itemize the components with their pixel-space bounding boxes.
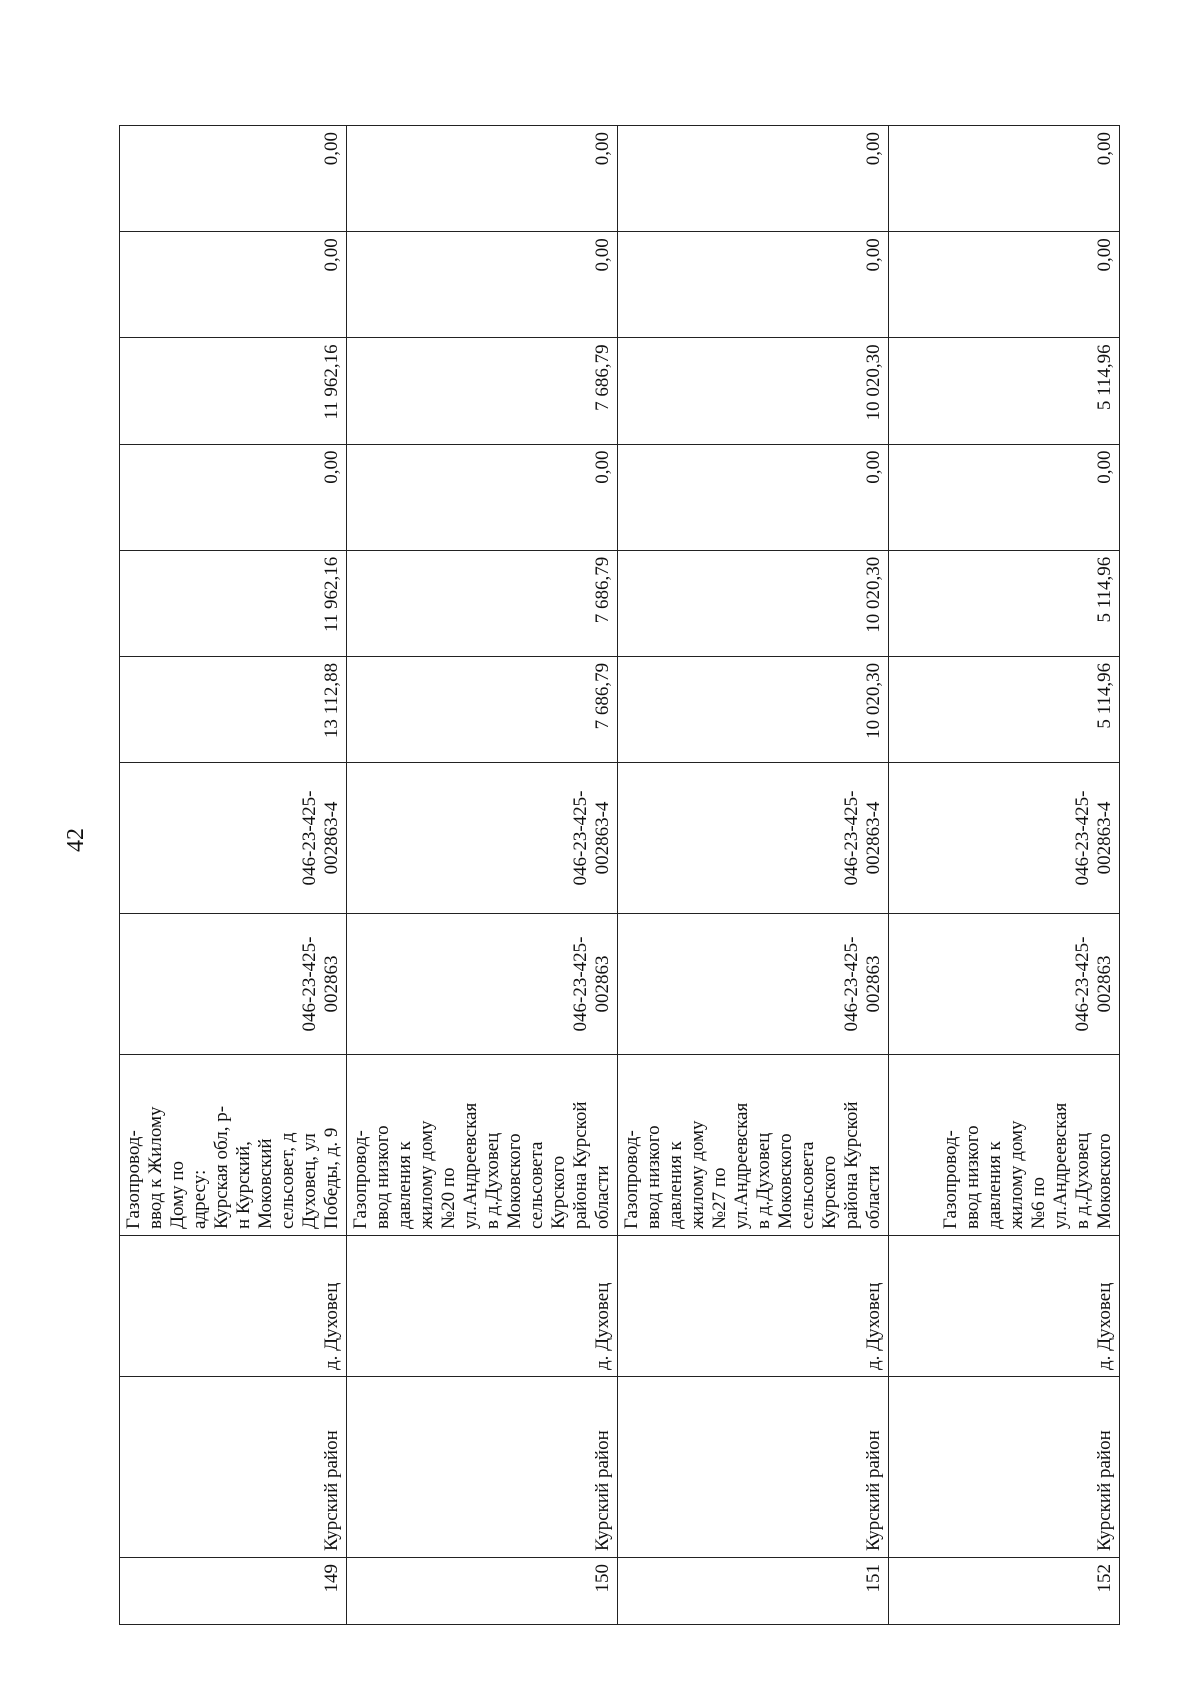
district-cell: Курский район (120, 1377, 347, 1558)
cadastral-number-cell: 046-23-425-002863 (120, 914, 347, 1055)
value-6-cell: 0,00 (120, 126, 347, 232)
value-2-cell: 11 962,16 (120, 550, 347, 656)
description-line: Моковского (1094, 1133, 1115, 1229)
value-6-cell: 0,00 (889, 126, 1120, 232)
description-line: Моковского (775, 1133, 796, 1229)
description-line: давления к (665, 1141, 686, 1229)
description-line: Победы, д. 9 (321, 1127, 342, 1229)
row-number-cell: 152 (889, 1558, 1120, 1625)
register-table (119, 125, 1120, 1625)
description-line: Газопровод- (621, 1130, 642, 1229)
locality-cell: д. Духовец (120, 1236, 347, 1377)
description-line: Курского (819, 1155, 840, 1229)
object-description-cell (120, 1055, 347, 1236)
table-row (120, 126, 347, 1625)
description-line: Курского (548, 1155, 569, 1229)
description-line: ввод низкого (962, 1125, 983, 1229)
description-line: сельсовета (526, 1141, 547, 1229)
register-table-body (120, 126, 1120, 1625)
locality-cell: д. Духовец (889, 1236, 1120, 1377)
description-line: ввод низкого (372, 1125, 393, 1229)
cadastral-subnumber-cell: 046-23-425-002863-4 (618, 763, 889, 914)
description-line: №20 по (438, 1167, 459, 1229)
value-5-cell: 0,00 (889, 232, 1120, 338)
value-4-cell: 5 114,96 (889, 338, 1120, 444)
description-line: области (863, 1165, 884, 1229)
row-number-cell: 150 (347, 1558, 618, 1625)
value-6-cell: 0,00 (618, 126, 889, 232)
value-5-cell: 0,00 (618, 232, 889, 338)
value-1-cell: 5 114,96 (889, 656, 1120, 762)
description-line: №27 по (709, 1167, 730, 1229)
value-2-cell: 10 020,30 (618, 550, 889, 656)
description-line: области (592, 1165, 613, 1229)
description-line: ул.Андреевская (731, 1102, 752, 1229)
description-line: Моковский (255, 1138, 276, 1229)
description-line: №6 по (1028, 1176, 1049, 1229)
description-line: района Курской (570, 1101, 591, 1229)
description-line: ул.Андреевская (1050, 1102, 1071, 1229)
description-line: района Курской (841, 1101, 862, 1229)
description-line: давления к (984, 1141, 1005, 1229)
description-line: н Курский, (233, 1141, 254, 1229)
value-6-cell: 0,00 (347, 126, 618, 232)
description-line: ввод к Жилому (145, 1106, 166, 1229)
row-number-cell: 151 (618, 1558, 889, 1625)
description-line: Газопровод- (123, 1130, 144, 1229)
description-line: жилому дому (1006, 1120, 1027, 1229)
table-row (347, 126, 618, 1625)
description-line: Дому по (167, 1160, 188, 1229)
table-row (618, 126, 889, 1625)
description-line: сельсовета (797, 1141, 818, 1229)
cadastral-number-cell: 046-23-425-002863 (889, 914, 1120, 1055)
district-cell: Курский район (618, 1377, 889, 1558)
value-3-cell: 0,00 (618, 444, 889, 550)
description-line: Газопровод- (350, 1130, 371, 1229)
description-line: в д.Духовец (753, 1132, 774, 1229)
locality-cell: д. Духовец (347, 1236, 618, 1377)
value-1-cell: 13 112,88 (120, 656, 347, 762)
district-cell: Курский район (889, 1377, 1120, 1558)
description-line: Духовец, ул (299, 1133, 320, 1229)
cadastral-number-cell: 046-23-425-002863 (618, 914, 889, 1055)
value-3-cell: 0,00 (889, 444, 1120, 550)
row-number-cell: 149 (120, 1558, 347, 1625)
value-2-cell: 7 686,79 (347, 550, 618, 656)
cadastral-subnumber-cell: 046-23-425-002863-4 (889, 763, 1120, 914)
table-row (889, 126, 1120, 1625)
cadastral-number-cell: 046-23-425-002863 (347, 914, 618, 1055)
description-line: в д.Духовец (1072, 1132, 1093, 1229)
value-3-cell: 0,00 (347, 444, 618, 550)
object-description-cell (889, 1055, 1120, 1236)
cadastral-subnumber-cell: 046-23-425-002863-4 (347, 763, 618, 914)
description-line: давления к (394, 1141, 415, 1229)
value-4-cell: 11 962,16 (120, 338, 347, 444)
value-5-cell: 0,00 (120, 232, 347, 338)
value-4-cell: 7 686,79 (347, 338, 618, 444)
description-line: жилому дому (687, 1120, 708, 1229)
value-1-cell: 7 686,79 (347, 656, 618, 762)
rotated-table-wrapper (119, 125, 1115, 1625)
object-description-cell (618, 1055, 889, 1236)
description-line: жилому дому (416, 1120, 437, 1229)
cadastral-subnumber-cell: 046-23-425-002863-4 (120, 763, 347, 914)
value-4-cell: 10 020,30 (618, 338, 889, 444)
description-line: Курская обл, р- (211, 1105, 232, 1229)
description-line: сельсовет, д (277, 1132, 298, 1229)
object-description-cell (347, 1055, 618, 1236)
description-line: ввод низкого (643, 1125, 664, 1229)
description-line: адресу: (189, 1169, 210, 1229)
description-line: в д.Духовец (482, 1132, 503, 1229)
value-1-cell: 10 020,30 (618, 656, 889, 762)
locality-cell: д. Духовец (618, 1236, 889, 1377)
value-2-cell: 5 114,96 (889, 550, 1120, 656)
value-5-cell: 0,00 (347, 232, 618, 338)
district-cell: Курский район (347, 1377, 618, 1558)
description-line: Газопровод- (940, 1130, 961, 1229)
value-3-cell: 0,00 (120, 444, 347, 550)
description-line: Моковского (504, 1133, 525, 1229)
description-line: ул.Андреевская (460, 1102, 481, 1229)
page-number: 42 (63, 828, 89, 852)
